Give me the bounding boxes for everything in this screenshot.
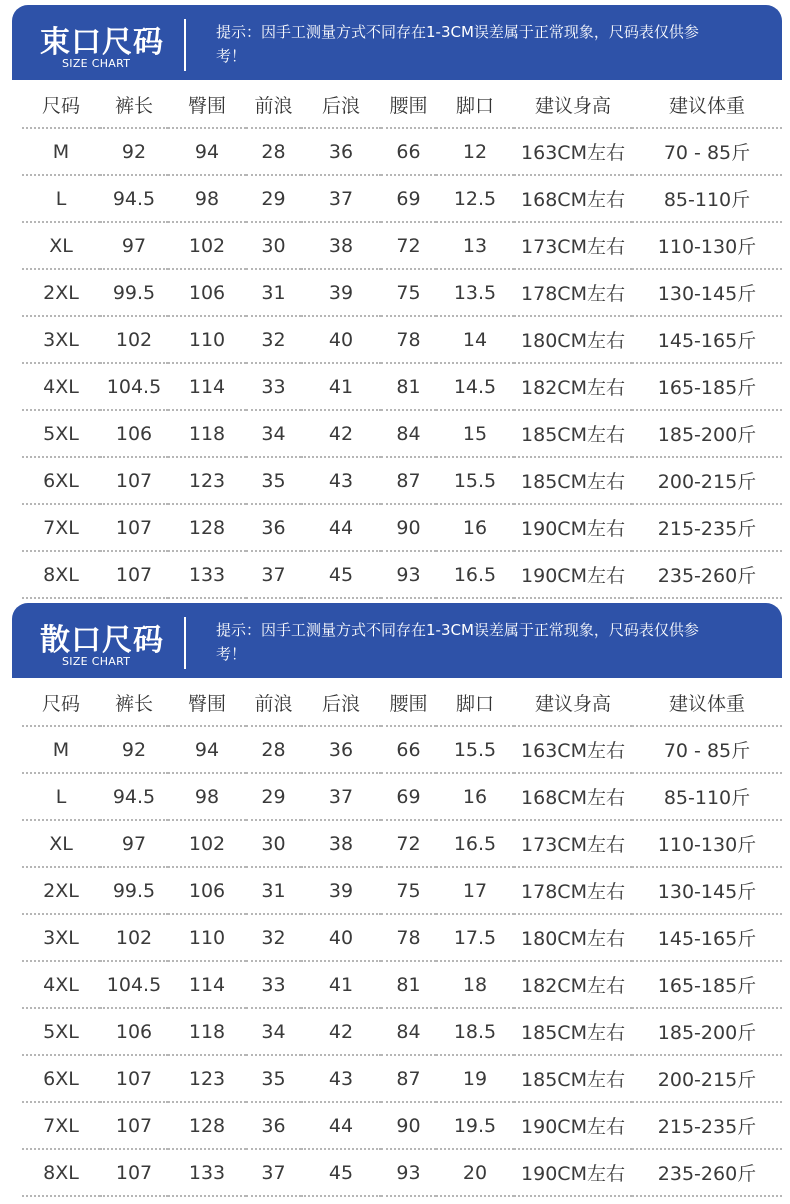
column-header: 腰围 xyxy=(381,680,436,726)
table-cell: 190CM左右 xyxy=(514,551,632,598)
table-cell: 7XL xyxy=(22,504,100,551)
table-cell: M xyxy=(22,128,100,175)
table-row xyxy=(22,1008,782,1055)
table-cell: 106 xyxy=(100,1008,168,1055)
table-cell: 107 xyxy=(100,1055,168,1102)
table-cell: 31 xyxy=(246,269,301,316)
table-cell: 16 xyxy=(436,773,514,820)
table-cell: 29 xyxy=(246,175,301,222)
column-header: 建议体重 xyxy=(632,82,782,128)
table-cell: 168CM左右 xyxy=(514,773,632,820)
table-cell: 84 xyxy=(381,410,436,457)
table-cell: 185CM左右 xyxy=(514,1055,632,1102)
table-cell: 36 xyxy=(246,504,301,551)
section-title: 束口尺码 xyxy=(40,25,164,60)
table-row xyxy=(22,867,782,914)
table-cell: XL xyxy=(22,820,100,867)
section-subtitle: SIZE CHART xyxy=(62,57,131,70)
table-cell: 85-110斤 xyxy=(632,175,782,222)
measurement-notice: 提示：因手工测量方式不同存在1-3CM误差属于正常现象，尺码表仅供参考！ xyxy=(216,23,699,65)
table-cell: 16.5 xyxy=(436,551,514,598)
table-cell: 106 xyxy=(100,410,168,457)
table-cell: 69 xyxy=(381,773,436,820)
table-cell: 41 xyxy=(301,961,381,1008)
table-row xyxy=(22,222,782,269)
table-cell: 180CM左右 xyxy=(514,914,632,961)
column-header: 后浪 xyxy=(301,82,381,128)
table-cell: 17.5 xyxy=(436,914,514,961)
table-cell: 40 xyxy=(301,914,381,961)
table-cell: 28 xyxy=(246,128,301,175)
table-cell: 235-260斤 xyxy=(632,551,782,598)
table-cell: 104.5 xyxy=(100,961,168,1008)
table-cell: 92 xyxy=(100,726,168,773)
table-cell: 182CM左右 xyxy=(514,363,632,410)
table-cell: 104.5 xyxy=(100,363,168,410)
table-cell: 36 xyxy=(301,726,381,773)
table-cell: 215-235斤 xyxy=(632,1102,782,1149)
table-cell: 180CM左右 xyxy=(514,316,632,363)
table-cell: 93 xyxy=(381,551,436,598)
table-cell: 4XL xyxy=(22,961,100,1008)
column-header: 前浪 xyxy=(246,680,301,726)
column-header: 前浪 xyxy=(246,82,301,128)
table-cell: 38 xyxy=(301,820,381,867)
table-cell: 133 xyxy=(168,1149,246,1196)
table-cell: 13.5 xyxy=(436,269,514,316)
table-cell: 16 xyxy=(436,504,514,551)
table-cell: 165-185斤 xyxy=(632,363,782,410)
header-divider xyxy=(184,617,186,669)
table-cell: 14.5 xyxy=(436,363,514,410)
table-row xyxy=(22,1149,782,1196)
table-cell: 99.5 xyxy=(100,867,168,914)
table-cell: 13 xyxy=(436,222,514,269)
table-cell: 200-215斤 xyxy=(632,457,782,504)
table-cell: 75 xyxy=(381,269,436,316)
table-cell: 72 xyxy=(381,222,436,269)
table-cell: 102 xyxy=(168,222,246,269)
header-divider xyxy=(184,19,186,71)
table-cell: 107 xyxy=(100,1149,168,1196)
table-cell: 90 xyxy=(381,1102,436,1149)
table-cell: 43 xyxy=(301,1055,381,1102)
size-table xyxy=(22,680,782,1197)
table-cell: 118 xyxy=(168,1008,246,1055)
table-cell: 39 xyxy=(301,269,381,316)
table-cell: 42 xyxy=(301,410,381,457)
table-cell: 31 xyxy=(246,867,301,914)
table-cell: 81 xyxy=(381,363,436,410)
table-cell: 114 xyxy=(168,363,246,410)
table-cell: 19 xyxy=(436,1055,514,1102)
table-cell: 15.5 xyxy=(436,457,514,504)
table-cell: 44 xyxy=(301,504,381,551)
table-cell: 168CM左右 xyxy=(514,175,632,222)
table-cell: L xyxy=(22,175,100,222)
table-row xyxy=(22,410,782,457)
table-cell: 38 xyxy=(301,222,381,269)
table-cell: 190CM左右 xyxy=(514,1149,632,1196)
table-cell: 110 xyxy=(168,316,246,363)
column-header: 臀围 xyxy=(168,680,246,726)
table-cell: 163CM左右 xyxy=(514,726,632,773)
table-cell: 185CM左右 xyxy=(514,410,632,457)
table-header-row xyxy=(22,82,782,128)
table-cell: 8XL xyxy=(22,1149,100,1196)
table-cell: 3XL xyxy=(22,316,100,363)
table-row xyxy=(22,128,782,175)
table-cell: 94 xyxy=(168,726,246,773)
table-cell: 43 xyxy=(301,457,381,504)
table-cell: 106 xyxy=(168,269,246,316)
table-row xyxy=(22,175,782,222)
column-header: 建议身高 xyxy=(514,82,632,128)
table-row xyxy=(22,1055,782,1102)
table-cell: 102 xyxy=(168,820,246,867)
table-cell: 72 xyxy=(381,820,436,867)
table-cell: 215-235斤 xyxy=(632,504,782,551)
table-cell: 12.5 xyxy=(436,175,514,222)
table-cell: 145-165斤 xyxy=(632,914,782,961)
table-cell: 4XL xyxy=(22,363,100,410)
table-cell: 34 xyxy=(246,1008,301,1055)
table-cell: 200-215斤 xyxy=(632,1055,782,1102)
table-cell: 185-200斤 xyxy=(632,1008,782,1055)
table-cell: 235-260斤 xyxy=(632,1149,782,1196)
table-cell: 178CM左右 xyxy=(514,867,632,914)
table-cell: 102 xyxy=(100,316,168,363)
table-cell: 173CM左右 xyxy=(514,820,632,867)
table-cell: 145-165斤 xyxy=(632,316,782,363)
table-cell: 39 xyxy=(301,867,381,914)
table-cell: 18 xyxy=(436,961,514,1008)
table-row xyxy=(22,316,782,363)
table-cell: 178CM左右 xyxy=(514,269,632,316)
table-cell: 41 xyxy=(301,363,381,410)
table-cell: 35 xyxy=(246,457,301,504)
table-cell: 33 xyxy=(246,363,301,410)
table-cell: 37 xyxy=(246,1149,301,1196)
table-cell: 3XL xyxy=(22,914,100,961)
table-cell: 36 xyxy=(246,1102,301,1149)
section-title: 散口尺码 xyxy=(40,623,164,658)
table-cell: 15 xyxy=(436,410,514,457)
table-cell: 123 xyxy=(168,1055,246,1102)
table-cell: 128 xyxy=(168,1102,246,1149)
column-header: 建议体重 xyxy=(632,680,782,726)
table-cell: 130-145斤 xyxy=(632,867,782,914)
table-cell: 33 xyxy=(246,961,301,1008)
table-cell: 97 xyxy=(100,222,168,269)
table-row xyxy=(22,961,782,1008)
table-cell: 44 xyxy=(301,1102,381,1149)
table-cell: 5XL xyxy=(22,1008,100,1055)
table-cell: 78 xyxy=(381,914,436,961)
column-header: 脚口 xyxy=(436,680,514,726)
table-cell: 94.5 xyxy=(100,773,168,820)
table-cell: 102 xyxy=(100,914,168,961)
table-cell: 99.5 xyxy=(100,269,168,316)
table-cell: 98 xyxy=(168,175,246,222)
table-cell: 6XL xyxy=(22,457,100,504)
column-header: 尺码 xyxy=(22,680,100,726)
table-cell: M xyxy=(22,726,100,773)
table-cell: 19.5 xyxy=(436,1102,514,1149)
table-cell: 182CM左右 xyxy=(514,961,632,1008)
table-cell: 110-130斤 xyxy=(632,820,782,867)
section-header xyxy=(12,603,782,678)
table-cell: 98 xyxy=(168,773,246,820)
table-cell: 110-130斤 xyxy=(632,222,782,269)
table-cell: 66 xyxy=(381,726,436,773)
table-row xyxy=(22,363,782,410)
section-subtitle: SIZE CHART xyxy=(62,655,131,668)
column-header: 腰围 xyxy=(381,82,436,128)
table-row xyxy=(22,1102,782,1149)
table-cell: 190CM左右 xyxy=(514,1102,632,1149)
table-cell: 130-145斤 xyxy=(632,269,782,316)
table-cell: 163CM左右 xyxy=(514,128,632,175)
table-cell: 5XL xyxy=(22,410,100,457)
column-header: 建议身高 xyxy=(514,680,632,726)
table-cell: 18.5 xyxy=(436,1008,514,1055)
table-row xyxy=(22,504,782,551)
table-cell: 133 xyxy=(168,551,246,598)
table-cell: 37 xyxy=(246,551,301,598)
table-cell: L xyxy=(22,773,100,820)
table-cell: 97 xyxy=(100,820,168,867)
table-cell: 29 xyxy=(246,773,301,820)
table-cell: 94.5 xyxy=(100,175,168,222)
table-cell: 185-200斤 xyxy=(632,410,782,457)
table-cell: 20 xyxy=(436,1149,514,1196)
table-cell: 107 xyxy=(100,457,168,504)
column-header: 后浪 xyxy=(301,680,381,726)
table-cell: 32 xyxy=(246,914,301,961)
table-cell: 118 xyxy=(168,410,246,457)
column-header: 裤长 xyxy=(100,680,168,726)
table-cell: 17 xyxy=(436,867,514,914)
table-cell: 87 xyxy=(381,457,436,504)
table-cell: 12 xyxy=(436,128,514,175)
table-cell: 8XL xyxy=(22,551,100,598)
table-row xyxy=(22,551,782,598)
table-cell: 45 xyxy=(301,551,381,598)
table-cell: 190CM左右 xyxy=(514,504,632,551)
table-row xyxy=(22,773,782,820)
table-cell: 30 xyxy=(246,820,301,867)
table-cell: 107 xyxy=(100,1102,168,1149)
table-cell: 173CM左右 xyxy=(514,222,632,269)
table-row xyxy=(22,914,782,961)
table-cell: 6XL xyxy=(22,1055,100,1102)
table-cell: 2XL xyxy=(22,269,100,316)
table-cell: 70 - 85斤 xyxy=(632,128,782,175)
table-cell: 42 xyxy=(301,1008,381,1055)
table-cell: 106 xyxy=(168,867,246,914)
column-header: 脚口 xyxy=(436,82,514,128)
table-cell: 28 xyxy=(246,726,301,773)
table-cell: 40 xyxy=(301,316,381,363)
table-cell: 94 xyxy=(168,128,246,175)
column-header: 尺码 xyxy=(22,82,100,128)
table-cell: 78 xyxy=(381,316,436,363)
table-cell: 110 xyxy=(168,914,246,961)
table-cell: 123 xyxy=(168,457,246,504)
table-cell: 165-185斤 xyxy=(632,961,782,1008)
table-cell: 84 xyxy=(381,1008,436,1055)
table-cell: 114 xyxy=(168,961,246,1008)
table-cell: 93 xyxy=(381,1149,436,1196)
table-cell: 66 xyxy=(381,128,436,175)
table-cell: 45 xyxy=(301,1149,381,1196)
table-row xyxy=(22,820,782,867)
table-cell: 75 xyxy=(381,867,436,914)
measurement-notice: 提示：因手工测量方式不同存在1-3CM误差属于正常现象，尺码表仅供参考！ xyxy=(216,621,699,663)
table-cell: 69 xyxy=(381,175,436,222)
size-table xyxy=(22,82,782,599)
table-cell: 87 xyxy=(381,1055,436,1102)
table-cell: 37 xyxy=(301,773,381,820)
table-cell: 15.5 xyxy=(436,726,514,773)
table-row xyxy=(22,726,782,773)
table-cell: 90 xyxy=(381,504,436,551)
table-cell: 30 xyxy=(246,222,301,269)
table-cell: 185CM左右 xyxy=(514,457,632,504)
table-cell: 107 xyxy=(100,504,168,551)
table-cell: 35 xyxy=(246,1055,301,1102)
table-cell: 32 xyxy=(246,316,301,363)
table-cell: 185CM左右 xyxy=(514,1008,632,1055)
column-header: 裤长 xyxy=(100,82,168,128)
table-row xyxy=(22,457,782,504)
table-cell: 37 xyxy=(301,175,381,222)
table-cell: 92 xyxy=(100,128,168,175)
table-header-row xyxy=(22,680,782,726)
table-cell: 2XL xyxy=(22,867,100,914)
table-cell: 81 xyxy=(381,961,436,1008)
table-cell: 14 xyxy=(436,316,514,363)
table-cell: 16.5 xyxy=(436,820,514,867)
table-cell: 36 xyxy=(301,128,381,175)
table-cell: 7XL xyxy=(22,1102,100,1149)
table-cell: 85-110斤 xyxy=(632,773,782,820)
table-row xyxy=(22,269,782,316)
table-cell: XL xyxy=(22,222,100,269)
table-cell: 70 - 85斤 xyxy=(632,726,782,773)
table-cell: 128 xyxy=(168,504,246,551)
column-header: 臀围 xyxy=(168,82,246,128)
section-header xyxy=(12,5,782,80)
table-cell: 34 xyxy=(246,410,301,457)
table-cell: 107 xyxy=(100,551,168,598)
